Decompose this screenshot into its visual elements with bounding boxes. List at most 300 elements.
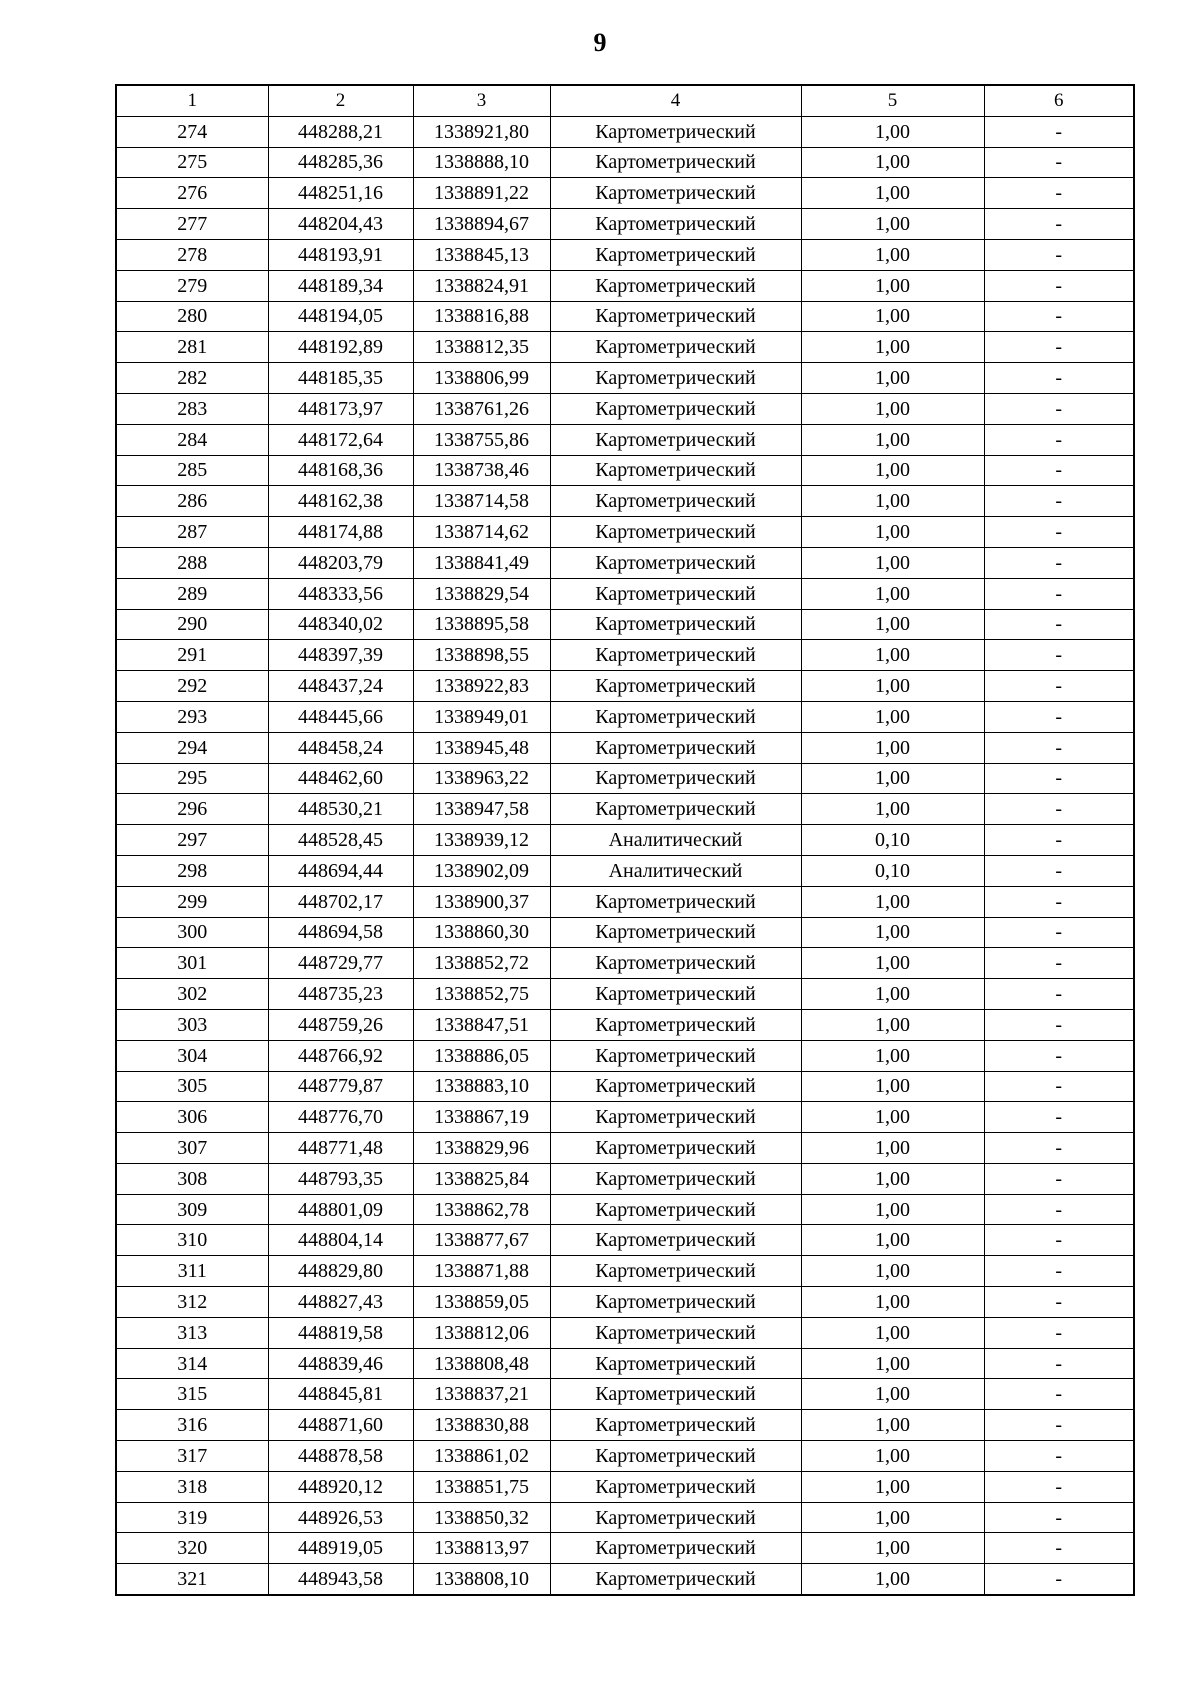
x-coordinate-cell: 448172,64	[268, 424, 413, 455]
point-number-cell: 309	[116, 1194, 268, 1225]
point-number-cell: 308	[116, 1163, 268, 1194]
method-cell: Аналитический	[550, 825, 801, 856]
note-cell: -	[984, 671, 1134, 702]
accuracy-cell: 1,00	[801, 948, 984, 979]
table-row	[116, 825, 1134, 856]
method-cell: Картометрический	[550, 578, 801, 609]
accuracy-cell: 1,00	[801, 979, 984, 1010]
accuracy-cell: 1,00	[801, 1502, 984, 1533]
point-number-cell: 276	[116, 178, 268, 209]
point-number-cell: 310	[116, 1225, 268, 1256]
y-coordinate-cell: 1338859,05	[413, 1287, 550, 1318]
method-cell: Картометрический	[550, 1564, 801, 1595]
method-cell: Картометрический	[550, 671, 801, 702]
note-cell: -	[984, 1256, 1134, 1287]
point-number-cell: 295	[116, 763, 268, 794]
point-number-cell: 281	[116, 332, 268, 363]
accuracy-cell: 1,00	[801, 1009, 984, 1040]
table-row	[116, 455, 1134, 486]
note-cell: -	[984, 1225, 1134, 1256]
x-coordinate-cell: 448735,23	[268, 979, 413, 1010]
x-coordinate-cell: 448943,58	[268, 1564, 413, 1595]
note-cell: -	[984, 979, 1134, 1010]
method-cell: Картометрический	[550, 948, 801, 979]
accuracy-cell: 1,00	[801, 209, 984, 240]
method-cell: Картометрический	[550, 701, 801, 732]
point-number-cell: 302	[116, 979, 268, 1010]
accuracy-cell: 1,00	[801, 1564, 984, 1595]
x-coordinate-cell: 448839,46	[268, 1348, 413, 1379]
point-number-cell: 297	[116, 825, 268, 856]
table-header-row	[116, 85, 1134, 116]
x-coordinate-cell: 448185,35	[268, 363, 413, 394]
x-coordinate-cell: 448251,16	[268, 178, 413, 209]
table-row	[116, 517, 1134, 548]
accuracy-cell: 1,00	[801, 239, 984, 270]
accuracy-cell: 1,00	[801, 1133, 984, 1164]
table-row	[116, 1533, 1134, 1564]
y-coordinate-cell: 1338867,19	[413, 1102, 550, 1133]
note-cell: -	[984, 1471, 1134, 1502]
note-cell: -	[984, 1502, 1134, 1533]
point-number-cell: 299	[116, 886, 268, 917]
table-row	[116, 732, 1134, 763]
note-cell: -	[984, 794, 1134, 825]
accuracy-cell: 1,00	[801, 671, 984, 702]
note-cell: -	[984, 424, 1134, 455]
y-coordinate-cell: 1338963,22	[413, 763, 550, 794]
x-coordinate-cell: 448285,36	[268, 147, 413, 178]
point-number-cell: 287	[116, 517, 268, 548]
note-cell: -	[984, 732, 1134, 763]
accuracy-cell: 1,00	[801, 794, 984, 825]
table-row	[116, 1040, 1134, 1071]
x-coordinate-cell: 448168,36	[268, 455, 413, 486]
method-cell: Картометрический	[550, 794, 801, 825]
method-cell: Картометрический	[550, 209, 801, 240]
note-cell: -	[984, 1441, 1134, 1472]
x-coordinate-cell: 448919,05	[268, 1533, 413, 1564]
x-coordinate-cell: 448827,43	[268, 1287, 413, 1318]
y-coordinate-cell: 1338861,02	[413, 1441, 550, 1472]
table-row	[116, 1471, 1134, 1502]
table-row	[116, 1163, 1134, 1194]
point-number-cell: 284	[116, 424, 268, 455]
method-cell: Картометрический	[550, 1009, 801, 1040]
table-row	[116, 855, 1134, 886]
accuracy-cell: 1,00	[801, 517, 984, 548]
accuracy-cell: 0,10	[801, 855, 984, 886]
x-coordinate-cell: 448729,77	[268, 948, 413, 979]
table-row	[116, 209, 1134, 240]
table-row	[116, 671, 1134, 702]
x-coordinate-cell: 448793,35	[268, 1163, 413, 1194]
x-coordinate-cell: 448194,05	[268, 301, 413, 332]
point-number-cell: 294	[116, 732, 268, 763]
x-coordinate-cell: 448204,43	[268, 209, 413, 240]
y-coordinate-cell: 1338921,80	[413, 116, 550, 147]
y-coordinate-cell: 1338755,86	[413, 424, 550, 455]
accuracy-cell: 1,00	[801, 578, 984, 609]
y-coordinate-cell: 1338939,12	[413, 825, 550, 856]
method-cell: Картометрический	[550, 979, 801, 1010]
point-number-cell: 292	[116, 671, 268, 702]
table-row	[116, 1410, 1134, 1441]
method-cell: Картометрический	[550, 393, 801, 424]
point-number-cell: 307	[116, 1133, 268, 1164]
y-coordinate-cell: 1338841,49	[413, 547, 550, 578]
note-cell: -	[984, 578, 1134, 609]
table-row	[116, 1348, 1134, 1379]
y-coordinate-cell: 1338851,75	[413, 1471, 550, 1502]
x-coordinate-cell: 448804,14	[268, 1225, 413, 1256]
note-cell: -	[984, 1348, 1134, 1379]
note-cell: -	[984, 1102, 1134, 1133]
point-number-cell: 318	[116, 1471, 268, 1502]
column-header: 5	[801, 85, 984, 116]
x-coordinate-cell: 448871,60	[268, 1410, 413, 1441]
y-coordinate-cell: 1338812,06	[413, 1317, 550, 1348]
point-number-cell: 304	[116, 1040, 268, 1071]
table-row	[116, 578, 1134, 609]
x-coordinate-cell: 448203,79	[268, 547, 413, 578]
accuracy-cell: 1,00	[801, 301, 984, 332]
accuracy-cell: 1,00	[801, 763, 984, 794]
x-coordinate-cell: 448776,70	[268, 1102, 413, 1133]
page-number: 9	[593, 28, 607, 57]
table-row	[116, 116, 1134, 147]
y-coordinate-cell: 1338825,84	[413, 1163, 550, 1194]
x-coordinate-cell: 448819,58	[268, 1317, 413, 1348]
x-coordinate-cell: 448801,09	[268, 1194, 413, 1225]
x-coordinate-cell: 448445,66	[268, 701, 413, 732]
table-row	[116, 1071, 1134, 1102]
point-number-cell: 293	[116, 701, 268, 732]
y-coordinate-cell: 1338812,35	[413, 332, 550, 363]
accuracy-cell: 1,00	[801, 1348, 984, 1379]
method-cell: Картометрический	[550, 1071, 801, 1102]
y-coordinate-cell: 1338891,22	[413, 178, 550, 209]
accuracy-cell: 1,00	[801, 1163, 984, 1194]
table-row	[116, 1194, 1134, 1225]
note-cell: -	[984, 363, 1134, 394]
note-cell: -	[984, 270, 1134, 301]
table-row	[116, 979, 1134, 1010]
point-number-cell: 303	[116, 1009, 268, 1040]
x-coordinate-cell: 448193,91	[268, 239, 413, 270]
accuracy-cell: 1,00	[801, 917, 984, 948]
table-row	[116, 270, 1134, 301]
accuracy-cell: 1,00	[801, 1071, 984, 1102]
x-coordinate-cell: 448702,17	[268, 886, 413, 917]
table-row	[116, 1287, 1134, 1318]
y-coordinate-cell: 1338808,48	[413, 1348, 550, 1379]
accuracy-cell: 1,00	[801, 1379, 984, 1410]
method-cell: Картометрический	[550, 486, 801, 517]
method-cell: Аналитический	[550, 855, 801, 886]
method-cell: Картометрический	[550, 1163, 801, 1194]
x-coordinate-cell: 448779,87	[268, 1071, 413, 1102]
table-row	[116, 1133, 1134, 1164]
accuracy-cell: 1,00	[801, 424, 984, 455]
note-cell: -	[984, 178, 1134, 209]
table-row	[116, 609, 1134, 640]
accuracy-cell: 1,00	[801, 455, 984, 486]
column-header: 3	[413, 85, 550, 116]
accuracy-cell: 1,00	[801, 886, 984, 917]
note-cell: -	[984, 239, 1134, 270]
point-number-cell: 274	[116, 116, 268, 147]
y-coordinate-cell: 1338829,96	[413, 1133, 550, 1164]
column-header: 6	[984, 85, 1134, 116]
accuracy-cell: 1,00	[801, 393, 984, 424]
point-number-cell: 288	[116, 547, 268, 578]
accuracy-cell: 1,00	[801, 332, 984, 363]
y-coordinate-cell: 1338813,97	[413, 1533, 550, 1564]
y-coordinate-cell: 1338714,58	[413, 486, 550, 517]
table-row	[116, 886, 1134, 917]
y-coordinate-cell: 1338738,46	[413, 455, 550, 486]
table-row	[116, 1441, 1134, 1472]
method-cell: Картометрический	[550, 547, 801, 578]
accuracy-cell: 1,00	[801, 116, 984, 147]
x-coordinate-cell: 448759,26	[268, 1009, 413, 1040]
y-coordinate-cell: 1338829,54	[413, 578, 550, 609]
y-coordinate-cell: 1338806,99	[413, 363, 550, 394]
point-number-cell: 317	[116, 1441, 268, 1472]
note-cell: -	[984, 855, 1134, 886]
y-coordinate-cell: 1338860,30	[413, 917, 550, 948]
y-coordinate-cell: 1338852,75	[413, 979, 550, 1010]
x-coordinate-cell: 448771,48	[268, 1133, 413, 1164]
method-cell: Картометрический	[550, 147, 801, 178]
accuracy-cell: 1,00	[801, 547, 984, 578]
note-cell: -	[984, 147, 1134, 178]
x-coordinate-cell: 448878,58	[268, 1441, 413, 1472]
point-number-cell: 301	[116, 948, 268, 979]
method-cell: Картометрический	[550, 1348, 801, 1379]
accuracy-cell: 1,00	[801, 363, 984, 394]
x-coordinate-cell: 448333,56	[268, 578, 413, 609]
y-coordinate-cell: 1338871,88	[413, 1256, 550, 1287]
method-cell: Картометрический	[550, 1287, 801, 1318]
note-cell: -	[984, 1194, 1134, 1225]
x-coordinate-cell: 448437,24	[268, 671, 413, 702]
accuracy-cell: 1,00	[801, 1441, 984, 1472]
table-row	[116, 1502, 1134, 1533]
x-coordinate-cell: 448189,34	[268, 270, 413, 301]
accuracy-cell: 1,00	[801, 1471, 984, 1502]
note-cell: -	[984, 763, 1134, 794]
x-coordinate-cell: 448920,12	[268, 1471, 413, 1502]
y-coordinate-cell: 1338816,88	[413, 301, 550, 332]
method-cell: Картометрический	[550, 1533, 801, 1564]
note-cell: -	[984, 1533, 1134, 1564]
method-cell: Картометрический	[550, 1317, 801, 1348]
method-cell: Картометрический	[550, 1225, 801, 1256]
accuracy-cell: 1,00	[801, 609, 984, 640]
note-cell: -	[984, 1071, 1134, 1102]
y-coordinate-cell: 1338894,67	[413, 209, 550, 240]
point-number-cell: 277	[116, 209, 268, 240]
y-coordinate-cell: 1338824,91	[413, 270, 550, 301]
x-coordinate-cell: 448845,81	[268, 1379, 413, 1410]
method-cell: Картометрический	[550, 116, 801, 147]
y-coordinate-cell: 1338837,21	[413, 1379, 550, 1410]
point-number-cell: 278	[116, 239, 268, 270]
y-coordinate-cell: 1338850,32	[413, 1502, 550, 1533]
method-cell: Картометрический	[550, 1256, 801, 1287]
note-cell: -	[984, 948, 1134, 979]
note-cell: -	[984, 825, 1134, 856]
point-number-cell: 321	[116, 1564, 268, 1595]
method-cell: Картометрический	[550, 640, 801, 671]
accuracy-cell: 1,00	[801, 640, 984, 671]
x-coordinate-cell: 448174,88	[268, 517, 413, 548]
table-row	[116, 547, 1134, 578]
point-number-cell: 305	[116, 1071, 268, 1102]
note-cell: -	[984, 301, 1134, 332]
column-header: 1	[116, 85, 268, 116]
note-cell: -	[984, 116, 1134, 147]
y-coordinate-cell: 1338714,62	[413, 517, 550, 548]
y-coordinate-cell: 1338886,05	[413, 1040, 550, 1071]
note-cell: -	[984, 393, 1134, 424]
accuracy-cell: 0,10	[801, 825, 984, 856]
accuracy-cell: 1,00	[801, 486, 984, 517]
method-cell: Картометрический	[550, 239, 801, 270]
method-cell: Картометрический	[550, 270, 801, 301]
method-cell: Картометрический	[550, 517, 801, 548]
y-coordinate-cell: 1338902,09	[413, 855, 550, 886]
x-coordinate-cell: 448288,21	[268, 116, 413, 147]
x-coordinate-cell: 448528,45	[268, 825, 413, 856]
note-cell: -	[984, 1410, 1134, 1441]
y-coordinate-cell: 1338862,78	[413, 1194, 550, 1225]
table-row	[116, 794, 1134, 825]
note-cell: -	[984, 701, 1134, 732]
note-cell: -	[984, 209, 1134, 240]
y-coordinate-cell: 1338847,51	[413, 1009, 550, 1040]
column-header: 2	[268, 85, 413, 116]
method-cell: Картометрический	[550, 763, 801, 794]
method-cell: Картометрический	[550, 1133, 801, 1164]
accuracy-cell: 1,00	[801, 1102, 984, 1133]
x-coordinate-cell: 448192,89	[268, 332, 413, 363]
y-coordinate-cell: 1338845,13	[413, 239, 550, 270]
x-coordinate-cell: 448926,53	[268, 1502, 413, 1533]
point-number-cell: 315	[116, 1379, 268, 1410]
table-row	[116, 1379, 1134, 1410]
table-row	[116, 332, 1134, 363]
method-cell: Картометрический	[550, 363, 801, 394]
note-cell: -	[984, 547, 1134, 578]
method-cell: Картометрический	[550, 332, 801, 363]
table-row	[116, 701, 1134, 732]
table-row	[116, 1256, 1134, 1287]
point-number-cell: 312	[116, 1287, 268, 1318]
table-row	[116, 424, 1134, 455]
method-cell: Картометрический	[550, 1379, 801, 1410]
accuracy-cell: 1,00	[801, 1287, 984, 1318]
point-number-cell: 306	[116, 1102, 268, 1133]
point-number-cell: 290	[116, 609, 268, 640]
method-cell: Картометрический	[550, 178, 801, 209]
method-cell: Картометрический	[550, 609, 801, 640]
method-cell: Картометрический	[550, 886, 801, 917]
table-row	[116, 1009, 1134, 1040]
table-row	[116, 763, 1134, 794]
y-coordinate-cell: 1338888,10	[413, 147, 550, 178]
method-cell: Картометрический	[550, 1410, 801, 1441]
point-number-cell: 320	[116, 1533, 268, 1564]
point-number-cell: 283	[116, 393, 268, 424]
note-cell: -	[984, 886, 1134, 917]
method-cell: Картометрический	[550, 455, 801, 486]
table-row	[116, 486, 1134, 517]
x-coordinate-cell: 448173,97	[268, 393, 413, 424]
note-cell: -	[984, 517, 1134, 548]
table-row	[116, 301, 1134, 332]
table-row	[116, 178, 1134, 209]
y-coordinate-cell: 1338895,58	[413, 609, 550, 640]
point-number-cell: 291	[116, 640, 268, 671]
x-coordinate-cell: 448162,38	[268, 486, 413, 517]
point-number-cell: 280	[116, 301, 268, 332]
accuracy-cell: 1,00	[801, 701, 984, 732]
x-coordinate-cell: 448766,92	[268, 1040, 413, 1071]
y-coordinate-cell: 1338898,55	[413, 640, 550, 671]
method-cell: Картометрический	[550, 424, 801, 455]
x-coordinate-cell: 448530,21	[268, 794, 413, 825]
point-number-cell: 282	[116, 363, 268, 394]
method-cell: Картометрический	[550, 732, 801, 763]
x-coordinate-cell: 448340,02	[268, 609, 413, 640]
point-number-cell: 289	[116, 578, 268, 609]
accuracy-cell: 1,00	[801, 1256, 984, 1287]
note-cell: -	[984, 1009, 1134, 1040]
y-coordinate-cell: 1338945,48	[413, 732, 550, 763]
method-cell: Картометрический	[550, 1194, 801, 1225]
point-number-cell: 296	[116, 794, 268, 825]
x-coordinate-cell: 448829,80	[268, 1256, 413, 1287]
note-cell: -	[984, 640, 1134, 671]
x-coordinate-cell: 448462,60	[268, 763, 413, 794]
accuracy-cell: 1,00	[801, 178, 984, 209]
point-number-cell: 300	[116, 917, 268, 948]
note-cell: -	[984, 609, 1134, 640]
x-coordinate-cell: 448397,39	[268, 640, 413, 671]
y-coordinate-cell: 1338900,37	[413, 886, 550, 917]
accuracy-cell: 1,00	[801, 1225, 984, 1256]
method-cell: Картометрический	[550, 301, 801, 332]
table-row	[116, 393, 1134, 424]
method-cell: Картометрический	[550, 1502, 801, 1533]
point-number-cell: 313	[116, 1317, 268, 1348]
point-number-cell: 316	[116, 1410, 268, 1441]
accuracy-cell: 1,00	[801, 1317, 984, 1348]
point-number-cell: 311	[116, 1256, 268, 1287]
point-number-cell: 285	[116, 455, 268, 486]
accuracy-cell: 1,00	[801, 270, 984, 301]
note-cell: -	[984, 332, 1134, 363]
table-row	[116, 1317, 1134, 1348]
x-coordinate-cell: 448694,58	[268, 917, 413, 948]
note-cell: -	[984, 455, 1134, 486]
table-row	[116, 1102, 1134, 1133]
point-number-cell: 298	[116, 855, 268, 886]
table-row	[116, 948, 1134, 979]
